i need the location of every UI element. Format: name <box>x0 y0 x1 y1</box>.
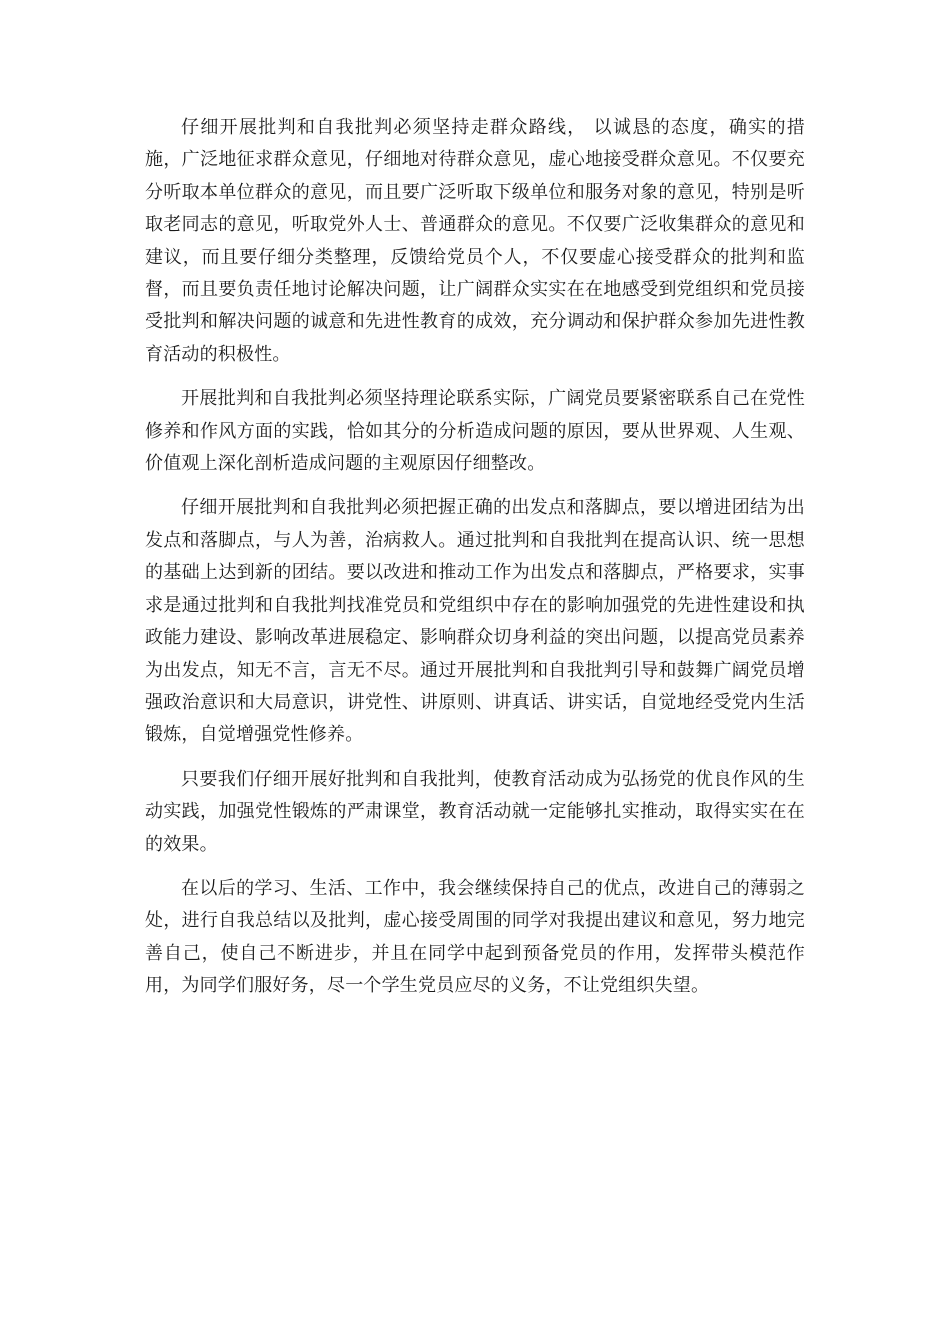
paragraph-mass-line: 仔细开展批判和自我批判必须坚持走群众路线， 以诚恳的态度，确实的措施，广泛地征求群众意见，仔细地对待群众意见，虚心地接受群众意见。不仅要充分听取本单位群众的意见，而且要广泛听取下级单位和服务对象的意见，特别是听取老同志的意见，听取党外人士、普通群众的意见。不仅要广泛收集群众的意见和建议，而且要仔细分类整理，反馈给党员个人，不仅要虚心接受群众的批判和监督，而且要负责任地讨论解决问题，让广阔群众实实在在地感受到党组织和党员接受批判和解决问题的诚意和先进性教育的成效，充分调动和保护群众参加先进性教育活动的积极性。 <box>145 117 805 365</box>
paragraph-theory-practice: 开展批判和自我批判必须坚持理论联系实际，广阔党员要紧密联系自己在党性修养和作风方面的实践，恰如其分的分析造成问题的原因，要从世界观、人生观、价值观上深化剖析造成问题的主观原因仔细整改。 <box>145 388 805 475</box>
paragraph-education-activity: 只要我们仔细开展好批判和自我批判，使教育活动成为弘扬党的优良作风的生动实践，加强党性锻炼的严肃课堂，教育活动就一定能够扎实推动，取得实实在在的效果。 <box>145 768 805 855</box>
paragraph-personal-commitment: 在以后的学习、生活、工作中，我会继续保持自己的优点，改进自己的薄弱之处，进行自我总结以及批判，虚心接受周围的同学对我提出建议和意见，努力地完善自己，使自己不断进步，并且在同学中起到预备党员的作用，发挥带头模范作用，为同学们服好务，尽一个学生党员应尽的义务，不让党组织失望。 <box>145 877 805 997</box>
document-body <box>145 112 805 1015</box>
paragraph-starting-point: 仔细开展批判和自我批判必须把握正确的出发点和落脚点，要以增进团结为出发点和落脚点，与人为善，治病救人。通过批判和自我批判在提高认识、统一思想的基础上达到新的团结。要以改进和推动工作为出发点和落脚点，严格要求，实事求是通过批判和自我批判找准党员和党组织中存在的影响加强党的先进性建设和执政能力建设、影响改革进展稳定、影响群众切身利益的突出问题，以提高党员素养为出发点，知无不言，言无不尽。通过开展批判和自我批判引导和鼓舞广阔党员增强政治意识和大局意识，讲党性、讲原则、讲真话、讲实话，自觉地经受党内生活锻炼，自觉增强党性修养。 <box>145 497 805 746</box>
